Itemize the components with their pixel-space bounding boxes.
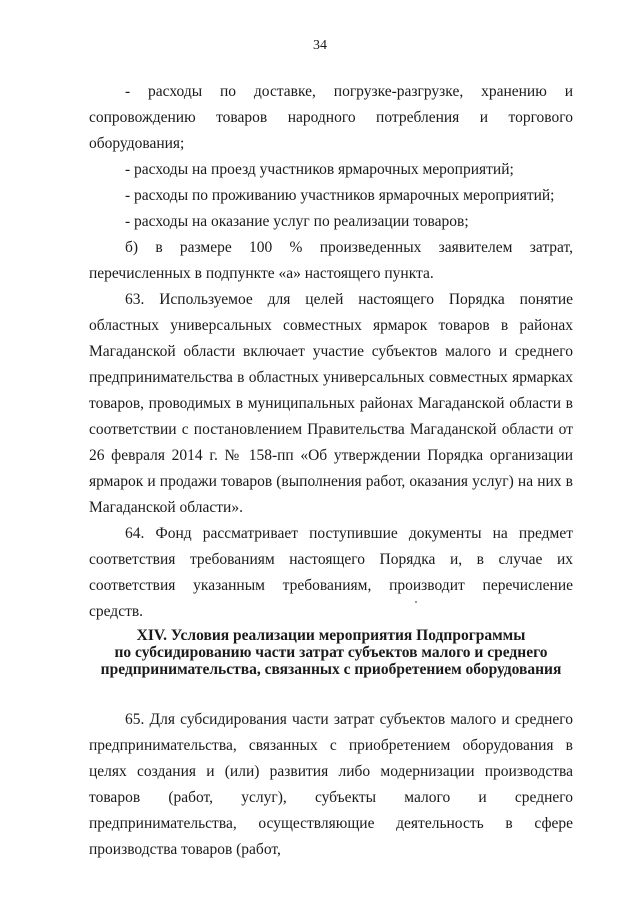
list-item-services: - расходы на оказание услуг по реализации товаров; (125, 213, 469, 230)
section-heading (89, 627, 573, 678)
paragraph-65-block (89, 707, 573, 863)
page-number: 34 (313, 38, 327, 53)
list-item-delivery: - расходы по доставке, погрузке-разгрузке, хранению и сопровождению товаров народного потребления и торгового оборудования; (89, 83, 573, 152)
expense-list-block (89, 79, 573, 625)
section-heading-line-3: предпринимательства, связанных с приобретением оборудования (100, 661, 562, 678)
paragraph-b: б) в размере 100 % произведенных заявителем затрат, перечисленных в подпункте «а» настоящего пункта. (89, 239, 573, 282)
paragraph-64: 64. Фонд рассматривает поступившие документы на предмет соответствия требованиям настоящего Порядка и, в случае их соответствия указанным требованиям, производит перечисление средств. (89, 525, 573, 620)
paragraph-65: 65. Для субсидирования части затрат субъектов малого и среднего предпринимательства, связанных с приобретением оборудования в целях создания и (или) развития либо модернизации производства товаров (работ, услуг), субъекты малого и среднего предпринимательства, осуществляющие деятельность в сфере производства товаров (работ, (89, 711, 573, 858)
list-item-travel: - расходы на проезд участников ярмарочных мероприятий; (125, 161, 514, 178)
scan-speck (415, 601, 417, 603)
section-heading-line-2: по субсидированию части затрат субъектов малого и среднего (114, 644, 548, 661)
list-item-accommodation: - расходы по проживанию участников ярмарочных мероприятий; (125, 187, 555, 204)
paragraph-63: 63. Используемое для целей настоящего Порядка понятие областных универсальных совместных ярмарок товаров в районах Магаданской области включает участие субъектов малого и среднего предпринимательства в областных универсальных совместных ярмарках товаров, проводимых в муниципальных районах Магаданской области в соответствии с постановлением Правительства Магаданской области от 26 февраля 2014 г. № 158-пп «Об утверждении Порядка организации ярмарок и продажи товаров (выполнения работ, оказания услуг) на них в Магаданской области». (89, 291, 573, 516)
section-heading-line-1: XIV. Условия реализации мероприятия Подпрограммы (136, 627, 526, 644)
